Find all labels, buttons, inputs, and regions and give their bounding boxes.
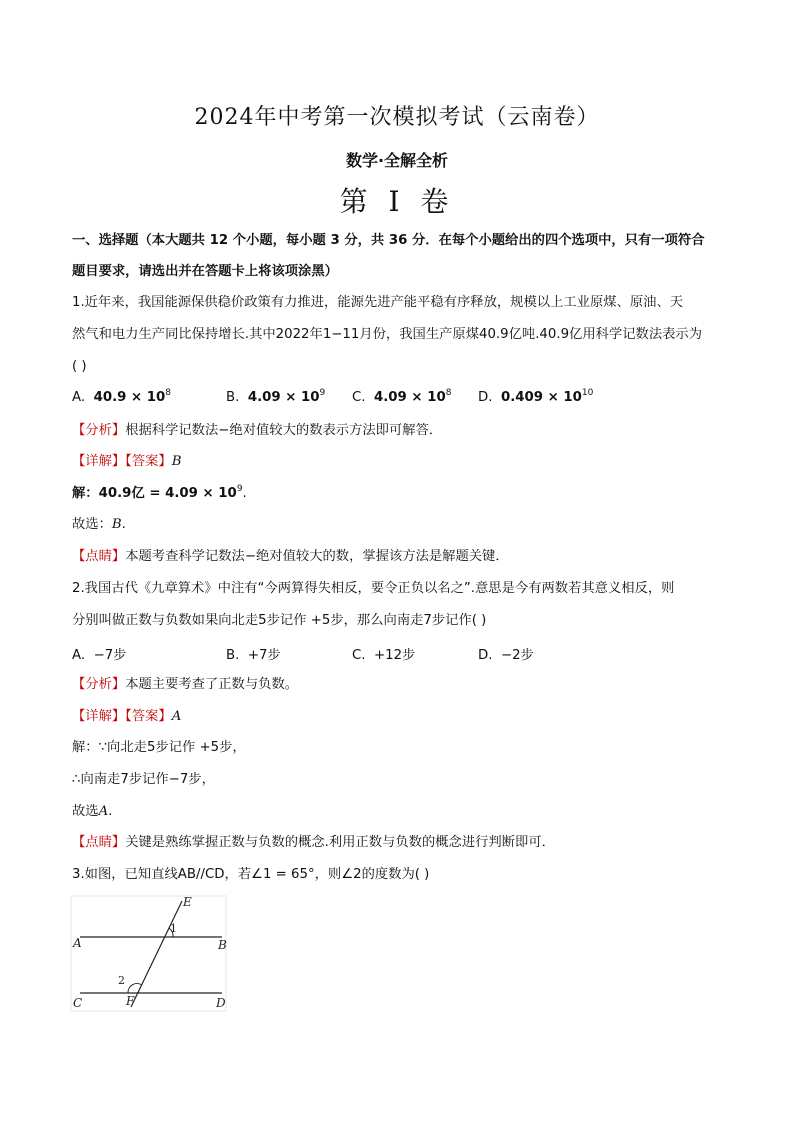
- q2-choose: 故选A.: [72, 804, 113, 819]
- detail-tag: 【详解】: [72, 709, 126, 724]
- label-d: D: [216, 996, 226, 1010]
- q1-answer: B: [171, 454, 182, 469]
- q3-stem-line1: 3.如图，已知直线AB//CD，若∠1 = 65°，则∠2的度数为( ): [72, 867, 430, 882]
- q2-answer: A: [171, 709, 182, 724]
- q1-analysis: 【分析】根据科学记数法−绝对值较大的数表示方法即可解答．: [72, 423, 443, 438]
- detail-tag: 【详解】: [72, 454, 126, 469]
- volume-heading: 第 I 卷: [339, 185, 455, 218]
- analysis-tag: 【分析】: [72, 423, 126, 438]
- q1-choose: 故选：B.: [72, 517, 126, 532]
- q2-solution-line2: ∴向南走7步记作−7步，: [72, 772, 215, 787]
- q2-option-d: D. −2步: [478, 648, 534, 663]
- parallel-lines-figure: [70, 895, 230, 1013]
- q2-stem-line1: 2.我国古代《九章算术》中注有“今两算得失相反，要令正负以名之”.意思是今有两数若其意义相反，则: [72, 581, 675, 596]
- q1-comment: 【点睛】本题考查科学记数法−绝对值较大的数，掌握该方法是解题关键．: [72, 549, 509, 564]
- q1-paren: ( ): [72, 359, 87, 374]
- label-a: A: [73, 936, 82, 950]
- q1-option-b: B. $4.09 \times 10^9$: [226, 388, 326, 405]
- label-e: E: [183, 895, 192, 909]
- parallel-lines-diagram: [70, 895, 230, 1013]
- section-instructions-line2: 题目要求，请选出并在答题卡上将该项涂黑）: [72, 264, 338, 279]
- label-angle-2: 2: [118, 974, 125, 987]
- q2-comment: 【点睛】关键是熟练掌握正数与负数的概念.利用正数与负数的概念进行判断即可．: [72, 835, 555, 850]
- q2-analysis: 【分析】本题主要考查了正数与负数。: [72, 677, 299, 692]
- comment-tag: 【点睛】: [72, 835, 126, 850]
- answer-tag: 【答案】: [125, 709, 172, 724]
- q1-stem-line2: 然气和电力生产同比保持增长.其中2022年1−11月份，我国生产原煤40.9亿吨.40.9亿用科学记数法表示为: [72, 327, 703, 342]
- label-angle-1: 1: [170, 922, 177, 935]
- analysis-tag: 【分析】: [72, 677, 126, 692]
- q1-solution: 解：40.9亿 = $4.09 \times 10^9$.: [72, 484, 247, 501]
- answer-tag: 【答案】: [125, 454, 172, 469]
- page-title: 2024年中考第一次模拟考试（云南卷）: [194, 105, 600, 130]
- q2-option-c: C. +12步: [352, 648, 416, 663]
- q2-option-b: B. +7步: [226, 648, 281, 663]
- q2-solution-line1: 解：∵向北走5步记作 +5步，: [72, 740, 246, 755]
- q1-option-c: C. $4.09 \times 10^8$: [352, 388, 452, 405]
- q2-stem-line2: 分别叫做正数与负数如果向北走5步记作 +5步，那么向南走7步记作( ): [72, 613, 487, 628]
- transversal-ef: [131, 901, 182, 1007]
- label-c: C: [73, 996, 83, 1010]
- figure-border: [71, 896, 226, 1011]
- q1-option-d: D. $0.409 \times 10^{10}$: [478, 388, 594, 405]
- q1-stem-line1: 1.近年来，我国能源保供稳价政策有力推进，能源先进产能平稳有序释放，规模以上工业原煤、原油、天: [72, 295, 684, 310]
- q1-option-a: A. $40.9 \times 10^8$: [72, 388, 172, 405]
- label-b: B: [218, 938, 227, 952]
- q2-detail-answer: [72, 708, 181, 726]
- page-subtitle: 数学·全解全析: [345, 151, 449, 170]
- comment-tag: 【点睛】: [72, 549, 126, 564]
- label-f: F: [126, 994, 135, 1008]
- q2-option-a: A. −7步: [72, 648, 127, 663]
- q1-detail-answer: [72, 453, 182, 471]
- section-instructions-line1: 一、选择题（本大题共 12 个小题，每小题 3 分，共 36 分．在每个小题给出的四个选项中，只有一项符合: [72, 233, 705, 248]
